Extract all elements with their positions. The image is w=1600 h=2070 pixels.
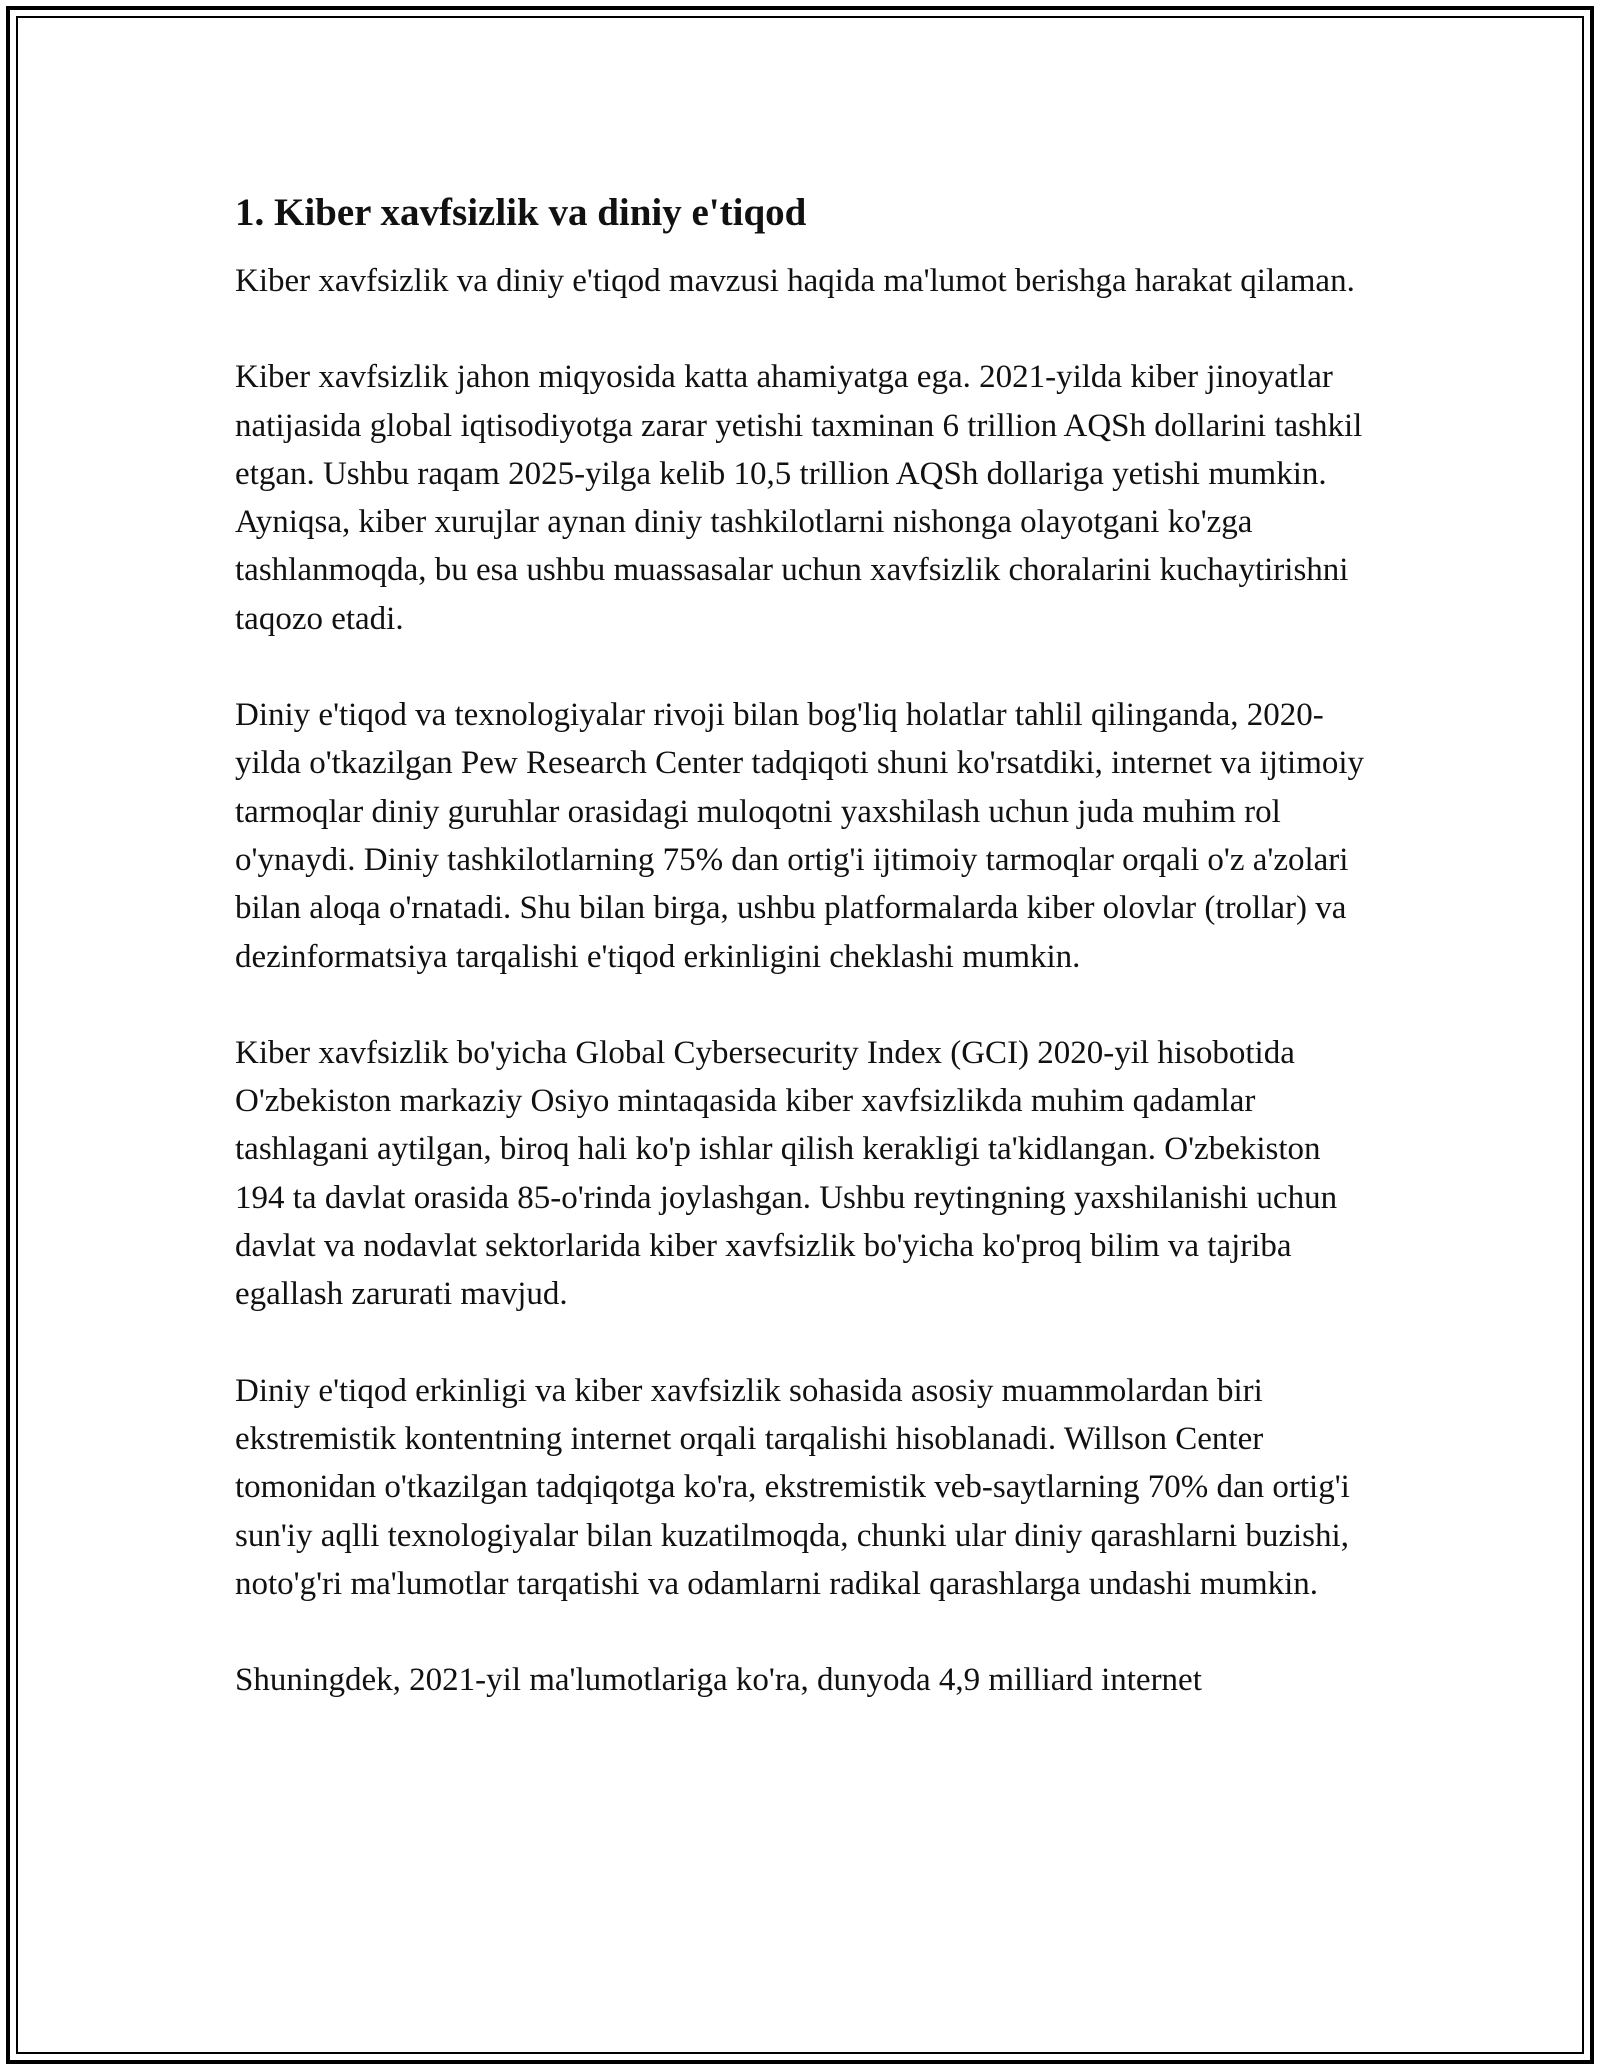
paragraph-pew-research: Diniy e'tiqod va texnologiyalar rivoji bilan bog'liq holatlar tahlil qilinganda, 2020-yilda o'tkazilgan Pew Research Center tadqiqoti shuni ko'rsatdiki, internet va ijtimoiy tarmoqlar diniy guruhlar orasidagi muloqotni yaxshilash uchun juda muhim rol o'ynaydi. Diniy tashkilotlarning 75% dan ortig'i ijtimoiy tarmoqlar orqali o'z a'zolari bilan aloqa o'rnatadi. Shu bilan birga, ushbu platformalarda kiber olovlar (trollar) va dezinformatsiya tarqalishi e'tiqod erkinligini cheklashi mumkin. bbox=[235, 697, 1365, 975]
section-heading: 1. Kiber xavfsizlik va diniy e'tiqod bbox=[235, 191, 807, 234]
paragraph-intro: Kiber xavfsizlik va diniy e'tiqod mavzusi haqida ma'lumot berishga harakat qilaman. bbox=[235, 263, 1355, 299]
document-body bbox=[235, 187, 1365, 1752]
paragraph-global-damage: Kiber xavfsizlik jahon miqyosida katta ahamiyatga ega. 2021-yilda kiber jinoyatlar natijasida global iqtisodiyotga zarar yetishi taxminan 6 trillion AQSh dollarini tashkil etgan. Ushbu raqam 2025-yilga kelib 10,5 trillion AQSh dollariga yetishi mumkin. Ayniqsa, kiber xurujlar aynan diniy tashkilotlarni nishonga olayotgani ko'zga tashlanmoqda, bu esa ushbu muassasalar uchun xavfsizlik choralarini kuchaytirishni taqozo etadi. bbox=[235, 359, 1363, 637]
paragraph-internet-users: Shuningdek, 2021-yil ma'lumotlariga ko'ra, dunyoda 4,9 milliard internet bbox=[235, 1662, 1202, 1699]
paragraph-extremist-content: Diniy e'tiqod erkinligi va kiber xavfsizlik sohasida asosiy muammolardan biri ekstremistik kontentning internet orqali tarqalishi hisoblanadi. Willson Center tomonidan o'tkazilgan tadqiqotga ko'ra, ekstremistik veb-saytlarning 70% dan ortig'i sun'iy aqlli texnologiyalar bilan kuzatilmoqda, chunki ular diniy qarashlarni buzishi, noto'g'ri ma'lumotlar tarqatishi va odamlarni radikal qarashlarga undashi mumkin. bbox=[235, 1372, 1350, 1602]
paragraph-gci-index: Kiber xavfsizlik bo'yicha Global Cybersecurity Index (GCI) 2020-yil hisobotida O'zbekiston markaziy Osiyo mintaqasida kiber xavfsizlikda muhim qadamlar tashlagani aytilgan, biroq hali ko'p ishlar qilish kerakligi ta'kidlangan. O'zbekiston 194 ta davlat orasida 85-o'rinda joylashgan. Ushbu reytingning yaxshilanishi uchun davlat va nodavlat sektorlarida kiber xavfsizlik bo'yicha ko'proq bilim va tajriba egallash zarurati mavjud. bbox=[235, 1034, 1338, 1313]
